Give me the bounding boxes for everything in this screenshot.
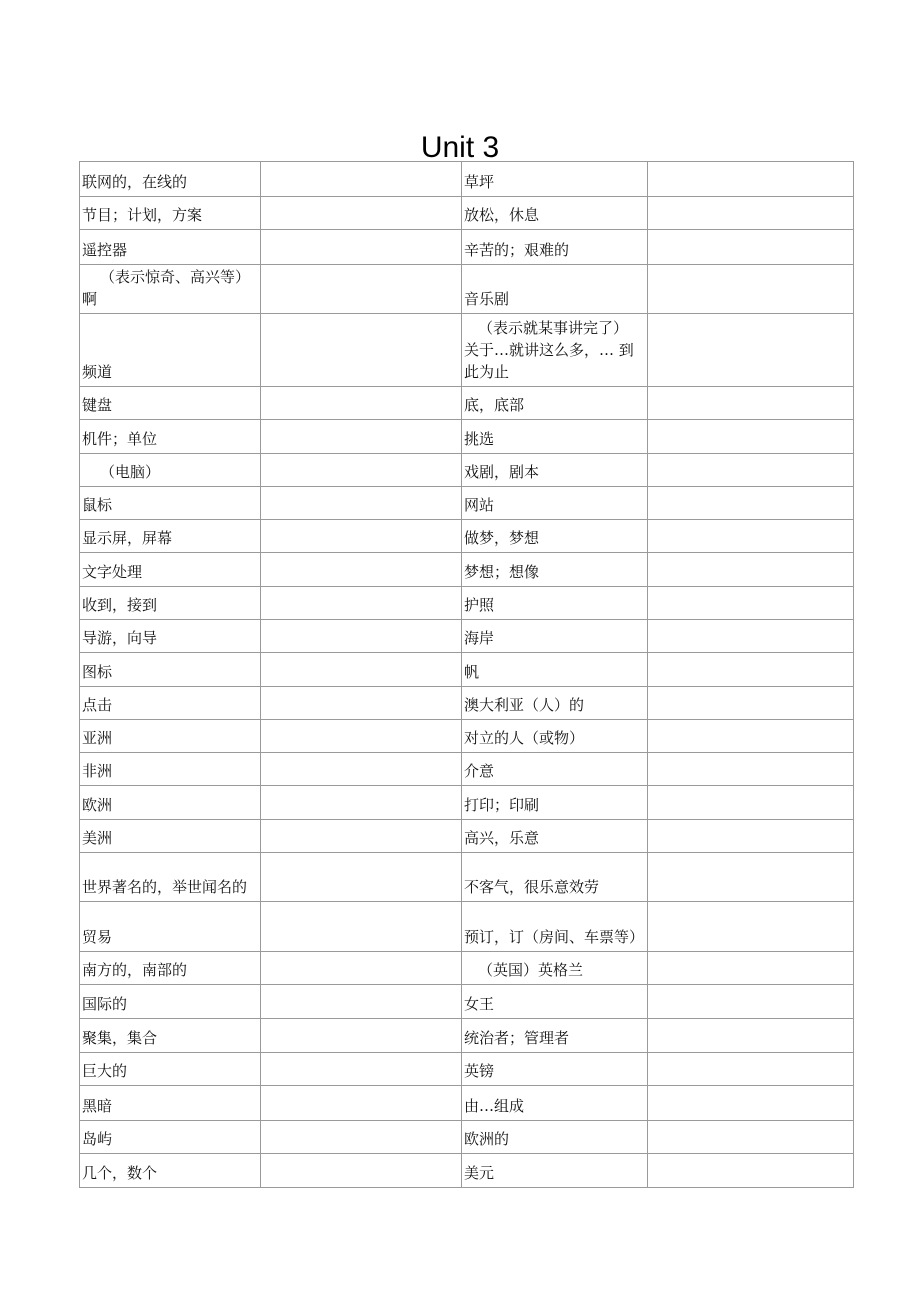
- chinese-term-cell: 键盘: [80, 387, 261, 420]
- chinese-term-cell: 世界著名的，举世闻名的: [80, 853, 261, 902]
- chinese-term-cell: 美洲: [80, 820, 261, 853]
- table-row: [80, 162, 854, 197]
- table-row: [80, 1154, 854, 1188]
- table-row: [80, 952, 854, 985]
- table-row: [80, 454, 854, 487]
- answer-blank-cell[interactable]: [261, 387, 462, 420]
- chinese-term-cell: 文字处理: [80, 553, 261, 587]
- chinese-term-cell: 草坪: [462, 162, 648, 197]
- chinese-term-cell: 机件；单位: [80, 420, 261, 454]
- answer-blank-cell[interactable]: [648, 230, 854, 265]
- chinese-term-cell: 节目；计划，方案: [80, 197, 261, 230]
- answer-blank-cell[interactable]: [648, 553, 854, 587]
- chinese-term-cell: 巨大的: [80, 1053, 261, 1086]
- table-row: [80, 720, 854, 753]
- table-row: [80, 265, 854, 314]
- answer-blank-cell[interactable]: [261, 720, 462, 753]
- answer-blank-cell[interactable]: [648, 820, 854, 853]
- table-row: [80, 387, 854, 420]
- chinese-term-cell: 图标: [80, 653, 261, 687]
- chinese-term-cell: 做梦，梦想: [462, 520, 648, 553]
- chinese-term-cell: 收到，接到: [80, 587, 261, 620]
- table-row: [80, 820, 854, 853]
- table-row: [80, 653, 854, 687]
- answer-blank-cell[interactable]: [648, 487, 854, 520]
- chinese-term-cell: 介意: [462, 753, 648, 786]
- answer-blank-cell[interactable]: [261, 1053, 462, 1086]
- answer-blank-cell[interactable]: [648, 753, 854, 786]
- answer-blank-cell[interactable]: [648, 653, 854, 687]
- chinese-term-cell: 欧洲: [80, 786, 261, 820]
- chinese-term-cell: 对立的人（或物）: [462, 720, 648, 753]
- answer-blank-cell[interactable]: [261, 230, 462, 265]
- answer-blank-cell[interactable]: [648, 197, 854, 230]
- table-row: [80, 520, 854, 553]
- table-row: [80, 197, 854, 230]
- chinese-term-cell: 联网的，在线的: [80, 162, 261, 197]
- answer-blank-cell[interactable]: [261, 420, 462, 454]
- answer-blank-cell[interactable]: [648, 162, 854, 197]
- answer-blank-cell[interactable]: [648, 620, 854, 653]
- answer-blank-cell[interactable]: [261, 553, 462, 587]
- chinese-term-cell: 戏剧，剧本: [462, 454, 648, 487]
- answer-blank-cell[interactable]: [648, 1154, 854, 1188]
- answer-blank-cell[interactable]: [648, 1121, 854, 1154]
- chinese-term-cell: 放松，休息: [462, 197, 648, 230]
- chinese-term-cell: 美元: [462, 1154, 648, 1188]
- table-row: [80, 853, 854, 902]
- answer-blank-cell[interactable]: [648, 454, 854, 487]
- answer-blank-cell[interactable]: [261, 265, 462, 314]
- answer-blank-cell[interactable]: [648, 420, 854, 454]
- chinese-term-cell: 岛屿: [80, 1121, 261, 1154]
- chinese-term-cell: 遥控器: [80, 230, 261, 265]
- table-row: [80, 553, 854, 587]
- answer-blank-cell[interactable]: [648, 720, 854, 753]
- answer-blank-cell[interactable]: [261, 820, 462, 853]
- chinese-term-cell: 频道: [80, 314, 261, 387]
- chinese-term-cell: 几个，数个: [80, 1154, 261, 1188]
- chinese-term-cell: 打印；印刷: [462, 786, 648, 820]
- answer-blank-cell[interactable]: [261, 454, 462, 487]
- chinese-term-cell: 预订，订（房间、车票等）: [462, 902, 648, 952]
- chinese-term-cell: 辛苦的；艰难的: [462, 230, 648, 265]
- table-row: [80, 1053, 854, 1086]
- answer-blank-cell[interactable]: [648, 985, 854, 1019]
- answer-blank-cell[interactable]: [648, 1053, 854, 1086]
- answer-blank-cell[interactable]: [648, 387, 854, 420]
- answer-blank-cell[interactable]: [648, 786, 854, 820]
- chinese-term-cell: （英国）英格兰: [462, 952, 648, 985]
- chinese-term-cell: 澳大利亚（人）的: [462, 687, 648, 720]
- chinese-term-cell: 非洲: [80, 753, 261, 786]
- table-row: [80, 1019, 854, 1053]
- answer-blank-cell[interactable]: [648, 314, 854, 387]
- table-row: [80, 687, 854, 720]
- chinese-term-cell: 梦想；想像: [462, 553, 648, 587]
- answer-blank-cell[interactable]: [261, 653, 462, 687]
- table-row: [80, 420, 854, 454]
- answer-blank-cell[interactable]: [648, 520, 854, 553]
- chinese-term-cell: 挑选: [462, 420, 648, 454]
- chinese-term-cell: 鼠标: [80, 487, 261, 520]
- answer-blank-cell[interactable]: [648, 265, 854, 314]
- chinese-term-cell: 英镑: [462, 1053, 648, 1086]
- chinese-term-cell: 国际的: [80, 985, 261, 1019]
- chinese-term-cell: 女王: [462, 985, 648, 1019]
- answer-blank-cell[interactable]: [648, 853, 854, 902]
- chinese-term-cell: 亚洲: [80, 720, 261, 753]
- table-row: [80, 985, 854, 1019]
- table-row: [80, 1121, 854, 1154]
- answer-blank-cell[interactable]: [261, 902, 462, 952]
- chinese-term-cell: 南方的，南部的: [80, 952, 261, 985]
- table-row: [80, 786, 854, 820]
- chinese-term-cell: 点击: [80, 687, 261, 720]
- chinese-term-cell: 帆: [462, 653, 648, 687]
- chinese-term-cell: 导游，向导: [80, 620, 261, 653]
- chinese-term-cell: 贸易: [80, 902, 261, 952]
- answer-blank-cell[interactable]: [261, 520, 462, 553]
- answer-blank-cell[interactable]: [261, 620, 462, 653]
- answer-blank-cell[interactable]: [261, 786, 462, 820]
- chinese-term-cell: 底，底部: [462, 387, 648, 420]
- answer-blank-cell[interactable]: [261, 1086, 462, 1121]
- vocabulary-table: [79, 161, 854, 1188]
- chinese-term-cell: 高兴，乐意: [462, 820, 648, 853]
- chinese-term-cell: 音乐剧: [462, 265, 648, 314]
- table-row: [80, 1086, 854, 1121]
- chinese-term-cell: （表示惊奇、高兴等）啊: [80, 265, 261, 314]
- answer-blank-cell[interactable]: [261, 985, 462, 1019]
- table-row: [80, 230, 854, 265]
- answer-blank-cell[interactable]: [261, 853, 462, 902]
- answer-blank-cell[interactable]: [261, 687, 462, 720]
- answer-blank-cell[interactable]: [648, 902, 854, 952]
- answer-blank-cell[interactable]: [648, 687, 854, 720]
- chinese-term-cell: 统治者；管理者: [462, 1019, 648, 1053]
- answer-blank-cell[interactable]: [648, 952, 854, 985]
- table-row: [80, 587, 854, 620]
- answer-blank-cell[interactable]: [261, 162, 462, 197]
- table-row: [80, 620, 854, 653]
- chinese-term-cell: 欧洲的: [462, 1121, 648, 1154]
- table-row: [80, 314, 854, 387]
- page-title: Unit 3: [420, 131, 500, 164]
- chinese-term-cell: 网站: [462, 487, 648, 520]
- answer-blank-cell[interactable]: [261, 197, 462, 230]
- answer-blank-cell[interactable]: [261, 952, 462, 985]
- answer-blank-cell[interactable]: [261, 1121, 462, 1154]
- answer-blank-cell[interactable]: [261, 753, 462, 786]
- chinese-term-cell: 显示屏，屏幕: [80, 520, 261, 553]
- chinese-term-cell: 不客气，很乐意效劳: [462, 853, 648, 902]
- answer-blank-cell[interactable]: [261, 1019, 462, 1053]
- chinese-term-cell: 黑暗: [80, 1086, 261, 1121]
- chinese-term-cell: （表示就某事讲完了） 关于…就讲这么多，… 到此为止: [462, 314, 648, 387]
- table-row: [80, 902, 854, 952]
- table-row: [80, 487, 854, 520]
- answer-blank-cell[interactable]: [648, 1086, 854, 1121]
- chinese-term-cell: 护照: [462, 587, 648, 620]
- answer-blank-cell[interactable]: [648, 1019, 854, 1053]
- table-row: [80, 753, 854, 786]
- answer-blank-cell[interactable]: [261, 487, 462, 520]
- answer-blank-cell[interactable]: [648, 587, 854, 620]
- chinese-term-cell: 由…组成: [462, 1086, 648, 1121]
- chinese-term-cell: 海岸: [462, 620, 648, 653]
- answer-blank-cell[interactable]: [261, 587, 462, 620]
- chinese-term-cell: （电脑）: [80, 454, 261, 487]
- answer-blank-cell[interactable]: [261, 1154, 462, 1188]
- answer-blank-cell[interactable]: [261, 314, 462, 387]
- chinese-term-cell: 聚集，集合: [80, 1019, 261, 1053]
